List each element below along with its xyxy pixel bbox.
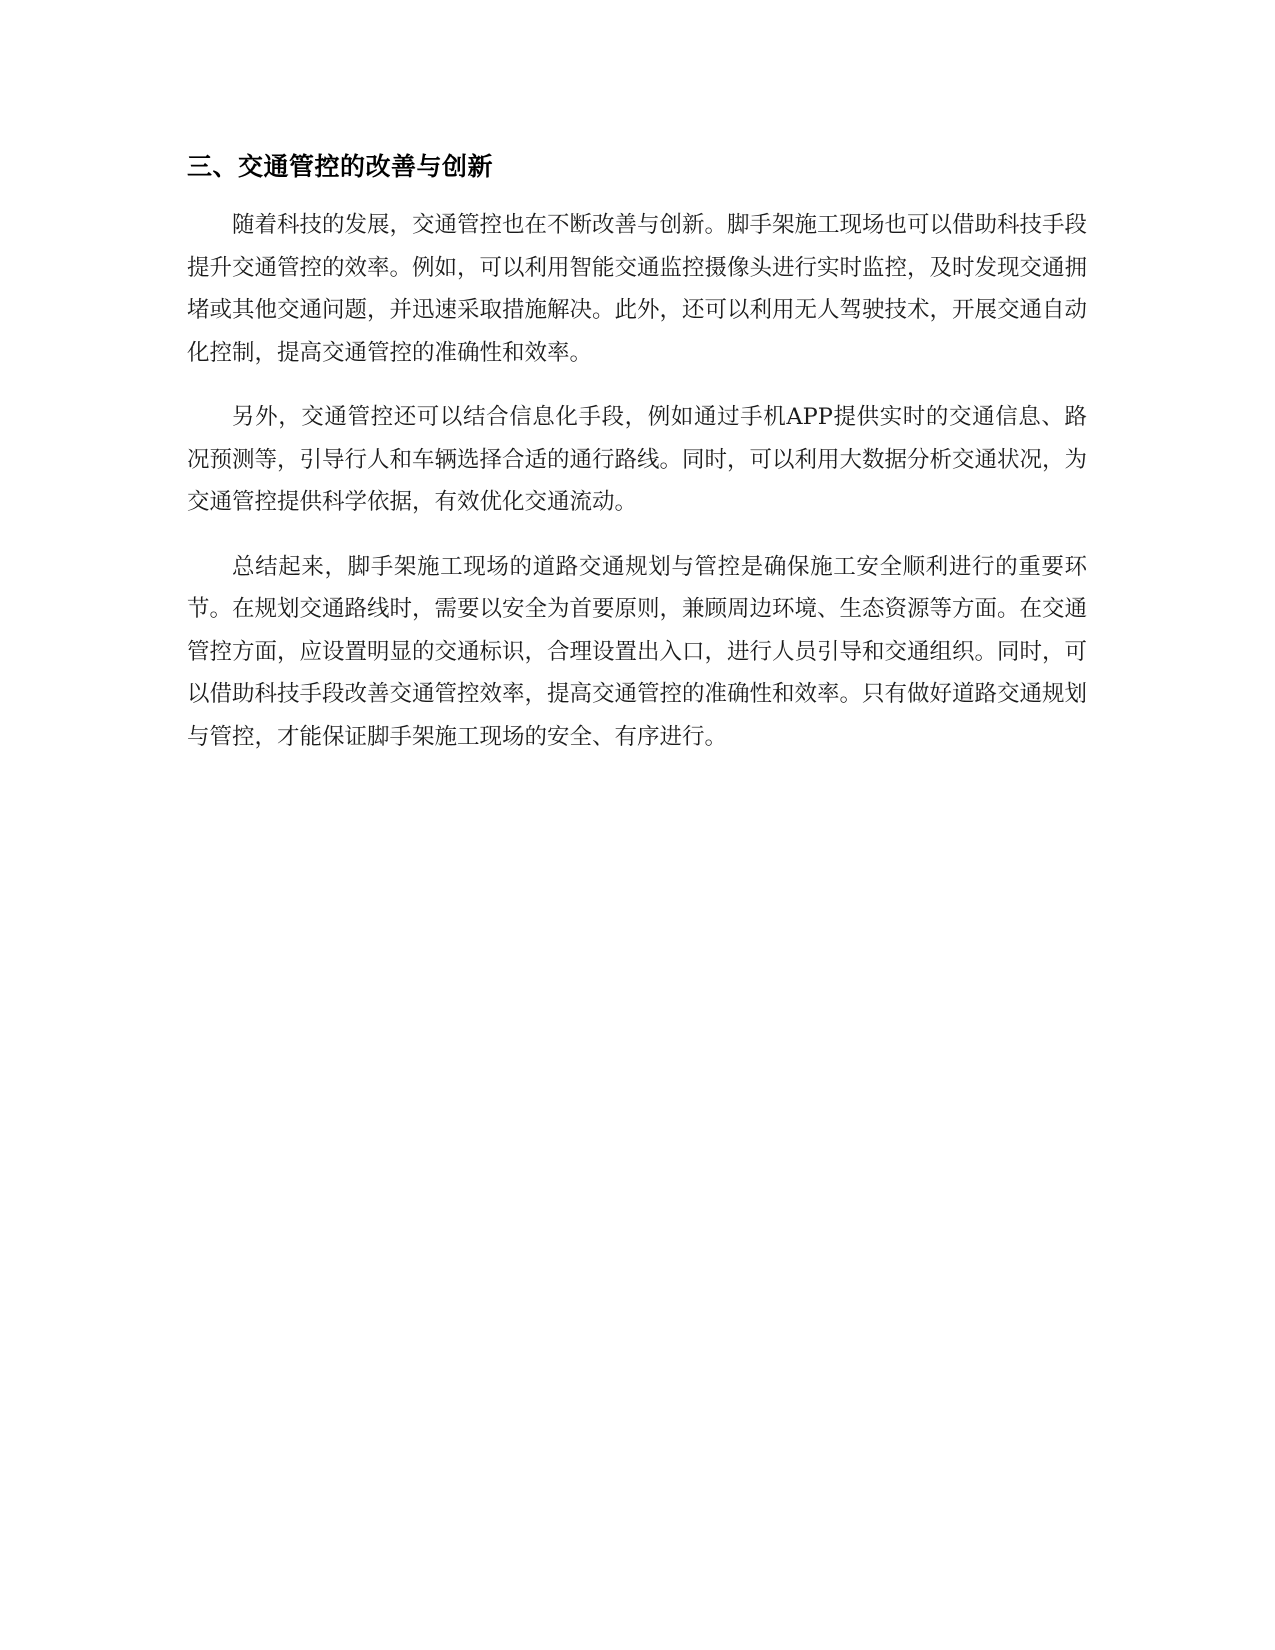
document-body (187, 150, 1087, 780)
paragraph-summary: 总结起来，脚手架施工现场的道路交通规划与管控是确保施工安全顺利进行的重要环节。在规划交通路线时，需要以安全为首要原则，兼顾周边环境、生态资源等方面。在交通管控方面，应设置明显的交通标识，合理设置出入口，进行人员引导和交通组织。同时，可以借助科技手段改善交通管控效率，提高交通管控的准确性和效率。只有做好道路交通规划与管控，才能保证脚手架施工现场的安全、有序进行。 (187, 553, 1088, 750)
paragraph-informatization: 另外，交通管控还可以结合信息化手段，例如通过手机APP提供实时的交通信息、路况预测等，引导行人和车辆选择合适的通行路线。同时，可以利用大数据分析交通状况，为交通管控提供科学依据，有效优化交通流动。 (187, 404, 1088, 515)
section-heading: 三、交通管控的改善与创新 (187, 152, 494, 181)
paragraph-tech-innovation: 随着科技的发展，交通管控也在不断改善与创新。脚手架施工现场也可以借助科技手段提升交通管控的效率。例如，可以利用智能交通监控摄像头进行实时监控，及时发现交通拥堵或其他交通问题，并迅速采取措施解决。此外，还可以利用无人驾驶技术，开展交通自动化控制，提高交通管控的准确性和效率。 (187, 212, 1088, 366)
